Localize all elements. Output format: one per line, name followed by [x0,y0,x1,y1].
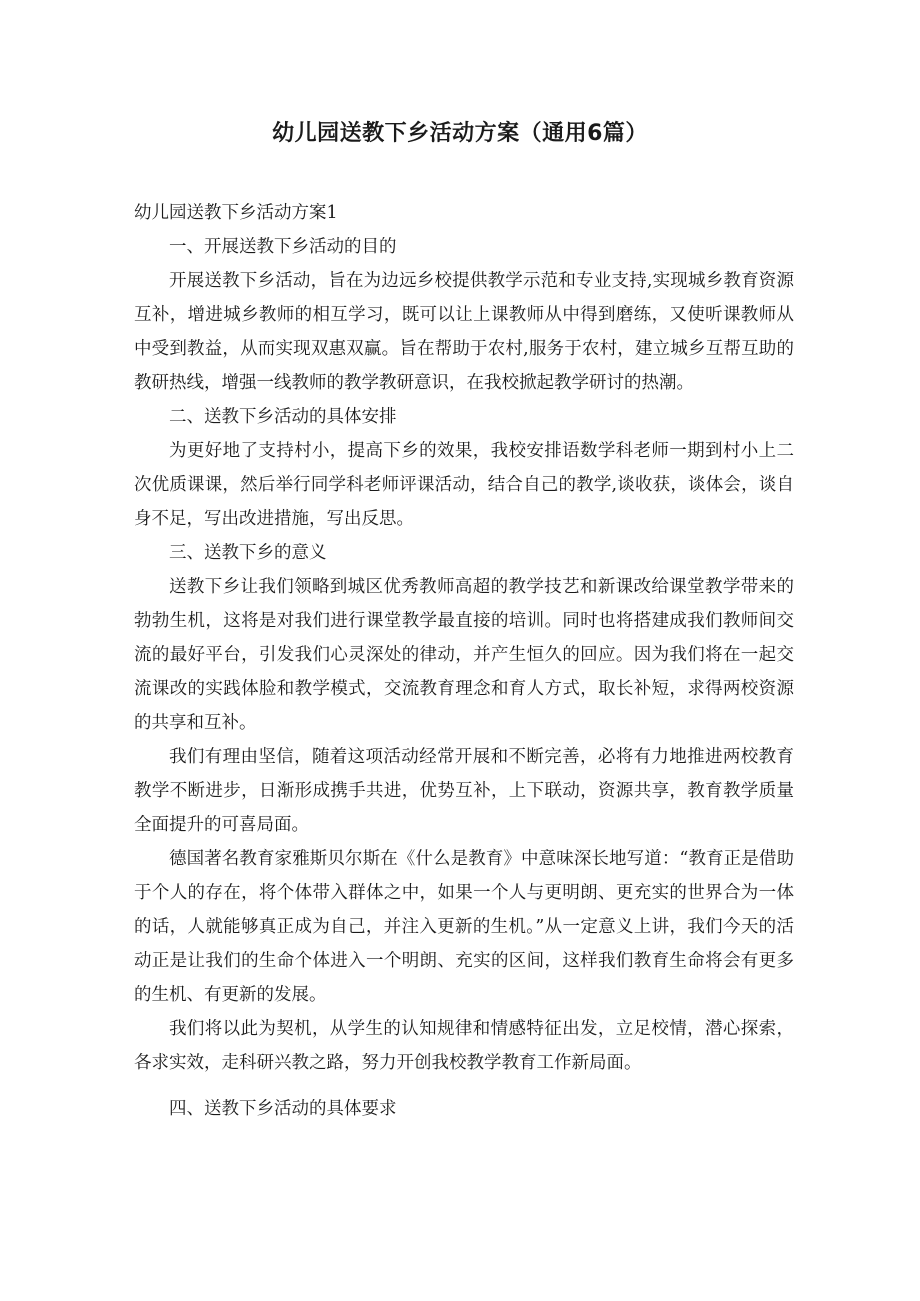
section-heading: 四、送教下乡活动的具体要求 [169,1099,397,1119]
paragraph: 我们将以此为契机，从学生的认知规律和情感特征出发，立足校情，潜心探索，各求实效，走科研兴教之路，努力开创我校教学教育工作新局面。 [134,1019,794,1073]
paragraph: 德国著名教育家雅斯贝尔斯在《什么是教育》中意味深长地写道：“教育正是借助于个人的存在，将个体带入群体之中，如果一个人与更明朗、更充实的世界合为一体的话，人就能够真正成为自己，并注入更新的生机。”从一定意义上讲，我们今天的活动正是让我们的生命个体进入一个明朗、充实的区间，这样我们教育生命将会有更多的生机、有更新的发展。 [134,849,794,1005]
paragraph: 送教下乡让我们领略到城区优秀教师高超的教学技艺和新课改给课堂教学带来的勃勃生机，这将是对我们进行课堂教学最直接的培训。同时也将搭建成我们教师间交流的最好平台，引发我们心灵深处的律动，并产生恒久的回应。因为我们将在一起交流课改的实践体脸和教学模式，交流教育理念和育人方式，取长补短，求得两校资源的共享和互补。 [134,577,794,733]
document-title: 幼儿园送教下乡活动方案（通用6篇） [272,121,648,146]
paragraph: 开展送教下乡活动，旨在为边远乡校提供教学示范和专业支持,实现城乡教育资源互补，增进城乡教师的相互学习，既可以让上课教师从中得到磨练，又使听课教师从中受到教益，从而实现双惠双赢。旨在帮助于农村,服务于农村，建立城乡互帮互助的教研热线，增强一线教师的教学教研意识，在我校掀起教学研讨的热潮。 [134,271,794,393]
section-heading: 二、送教下乡活动的具体安排 [169,407,397,427]
section-heading: 三、送教下乡的意义 [169,543,327,563]
section-heading: 一、开展送教下乡活动的目的 [169,237,397,257]
paragraph: 我们有理由坚信，随着这项活动经常开展和不断完善，必将有力地推进两校教育教学不断进步，日渐形成携手共进，优势互补，上下联动，资源共享，教育教学质量全面提升的可喜局面。 [134,747,794,835]
section-title: 幼儿园送教下乡活动方案1 [134,203,338,223]
document-body [134,196,794,1126]
paragraph: 为更好地了支持村小，提高下乡的效果，我校安排语数学科老师一期到村小上二次优质课课，然后举行同学科老师评课活动，结合自己的教学,谈收获，谈体会，谈自身不足，写出改进措施，写出反思。 [134,441,794,529]
